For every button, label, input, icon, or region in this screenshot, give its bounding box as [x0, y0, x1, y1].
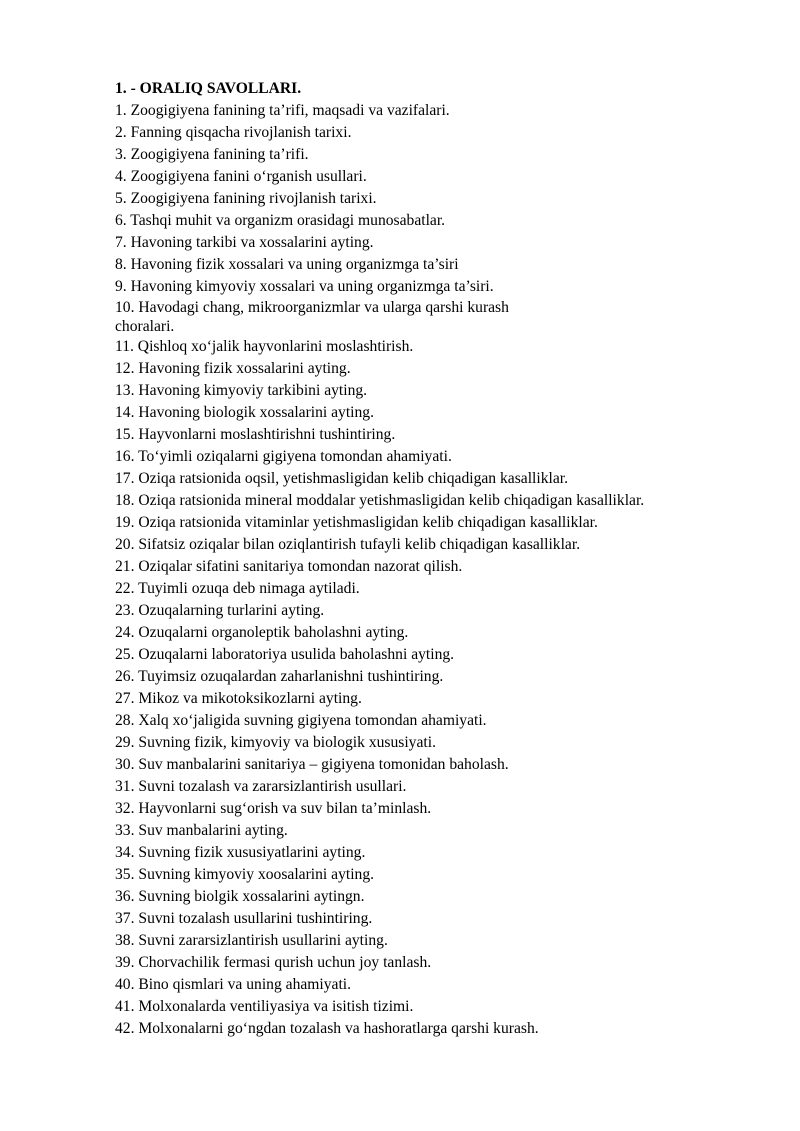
question-item: 19. Oziqa ratsionida vitaminlar yetishmasligidan kelib chiqadigan kasalliklar.: [115, 514, 598, 531]
question-item: 33. Suv manbalarini ayting.: [115, 822, 288, 839]
question-item: 28. Xalq xo‘jaligida suvning gigiyena tomondan ahamiyati.: [115, 712, 487, 729]
question-item: 1. Zoogigiyena fanining ta’rifi, maqsadi va vazifalari.: [115, 102, 450, 119]
question-item: 5. Zoogigiyena fanining rivojlanish tarixi.: [115, 190, 377, 207]
question-item: 36. Suvning biolgik xossalarini aytingn.: [115, 888, 365, 905]
question-item: 18. Oziqa ratsionida mineral moddalar yetishmasligidan kelib chiqadigan kasalliklar.: [115, 492, 645, 509]
question-item: 40. Bino qismlari va uning ahamiyati.: [115, 976, 352, 993]
question-item: 30. Suv manbalarini sanitariya – gigiyena tomonidan baholash.: [115, 756, 509, 773]
question-item: 15. Hayvonlarni moslashtirishni tushintiring.: [115, 426, 396, 443]
question-item: 13. Havoning kimyoviy tarkibini ayting.: [115, 382, 368, 399]
question-item: 34. Suvning fizik xususiyatlarini ayting.: [115, 844, 366, 861]
question-item: 4. Zoogigiyena fanini o‘rganish usullari.: [115, 168, 367, 185]
question-item: 32. Hayvonlarni sug‘orish va suv bilan ta’minlash.: [115, 800, 432, 817]
question-item: 8. Havoning fizik xossalari va uning organizmga ta’siri: [115, 256, 459, 273]
question-item: 39. Chorvachilik fermasi qurish uchun joy tanlash.: [115, 954, 432, 971]
question-item: 26. Tuyimsiz ozuqalardan zaharlanishni tushintiring.: [115, 668, 444, 685]
question-item: 7. Havoning tarkibi va xossalarini ayting.: [115, 234, 374, 251]
question-item: 14. Havoning biologik xossalarini ayting.: [115, 404, 375, 421]
question-item: 3. Zoogigiyena fanining ta’rifi.: [115, 146, 309, 163]
document-content: [115, 78, 715, 1040]
question-item: 6. Tashqi muhit va organizm orasidagi munosabatlar.: [115, 212, 446, 229]
question-item: 12. Havoning fizik xossalarini ayting.: [115, 360, 351, 377]
question-item: 31. Suvni tozalash va zararsizlantirish usullari.: [115, 778, 407, 795]
question-item: 10. Havodagi chang, mikroorganizmlar va ularga qarshi kurash choralari.: [115, 299, 509, 335]
question-item: 38. Suvni zararsizlantirish usullarini ayting.: [115, 932, 388, 949]
question-item: 9. Havoning kimyoviy xossalari va uning organizmga ta’siri.: [115, 278, 494, 295]
question-item: 35. Suvning kimyoviy xoosalarini ayting.: [115, 866, 375, 883]
question-item: 37. Suvni tozalash usullarini tushintiring.: [115, 910, 373, 927]
question-item: 41. Molxonalarda ventiliyasiya va isitish tizimi.: [115, 998, 414, 1015]
question-item: 27. Mikoz va mikotoksikozlarni ayting.: [115, 690, 362, 707]
question-item: 22. Tuyimli ozuqa deb nimaga aytiladi.: [115, 580, 360, 597]
question-item: 20. Sifatsiz oziqalar bilan oziqlantirish tufayli kelib chiqadigan kasalliklar.: [115, 536, 581, 553]
question-item: 25. Ozuqalarni laboratoriya usulida baholashni ayting.: [115, 646, 455, 663]
question-item: 21. Oziqalar sifatini sanitariya tomondan nazorat qilish.: [115, 558, 463, 575]
question-item: 16. To‘yimli oziqalarni gigiyena tomondan ahamiyati.: [115, 448, 452, 465]
question-item: 29. Suvning fizik, kimyoviy va biologik xususiyati.: [115, 734, 436, 751]
question-item: 42. Molxonalarni go‘ngdan tozalash va hashoratlarga qarshi kurash.: [115, 1020, 539, 1037]
question-item: 2. Fanning qisqacha rivojlanish tarixi.: [115, 124, 352, 141]
question-item: 17. Oziqa ratsionida oqsil, yetishmasligidan kelib chiqadigan kasalliklar.: [115, 470, 568, 487]
question-item: 23. Ozuqalarning turlarini ayting.: [115, 602, 325, 619]
question-list: [115, 100, 715, 1040]
question-item: 11. Qishloq xo‘jalik hayvonlarini moslashtirish.: [115, 338, 414, 355]
section-heading: 1. - ORALIQ SAVOLLARI.: [115, 80, 302, 97]
question-item: 24. Ozuqalarni organoleptik baholashni ayting.: [115, 624, 409, 641]
